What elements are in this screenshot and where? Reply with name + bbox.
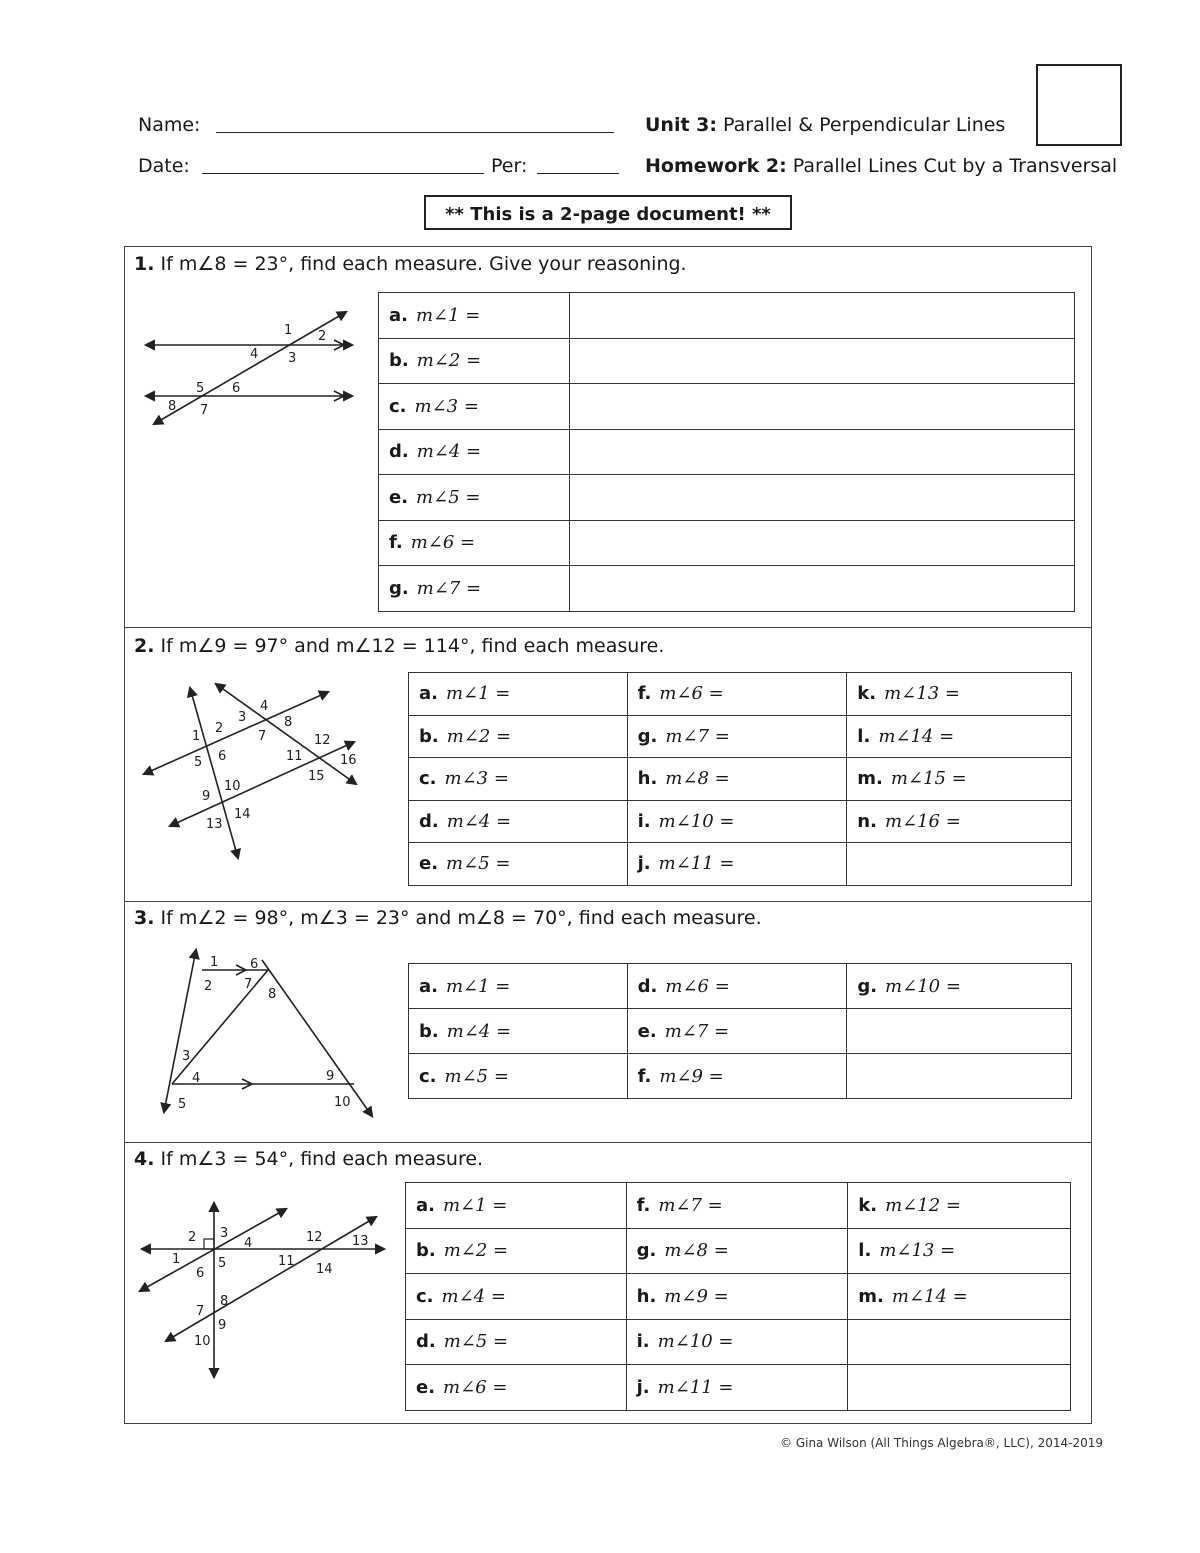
homework-label: Homework 2: xyxy=(645,155,787,177)
q3-label-5: 5 xyxy=(178,1097,187,1112)
unit-heading xyxy=(645,114,1005,136)
per-label: Per: xyxy=(491,155,528,177)
q2-label-13: 13 xyxy=(206,817,223,832)
q4-answer-cell[interactable] xyxy=(848,1365,1071,1411)
q4-label-7: 7 xyxy=(196,1304,205,1319)
item-letter: j. xyxy=(637,853,651,875)
angle-measure-label: m∠6 = xyxy=(665,975,730,997)
q2-table-row xyxy=(409,673,1072,716)
date-field[interactable] xyxy=(202,173,484,174)
item-letter: b. xyxy=(389,350,409,372)
q4-right-angle-mark xyxy=(204,1239,214,1249)
item-letter: g. xyxy=(857,975,878,997)
q1-prompt xyxy=(134,253,687,275)
angle-measure-label: m∠14 = xyxy=(891,1285,968,1307)
q3-label-6: 6 xyxy=(250,957,259,972)
q1-angle-cell[interactable] xyxy=(379,293,570,339)
q1-number: 1. xyxy=(134,253,155,275)
q2-answer-cell[interactable] xyxy=(409,715,628,758)
q4-table-row xyxy=(406,1319,1071,1365)
q4-answer-cell[interactable] xyxy=(848,1183,1071,1229)
item-letter: i. xyxy=(636,1331,650,1353)
q4-answer-cell[interactable] xyxy=(848,1319,1071,1365)
q4-label-10: 10 xyxy=(194,1334,211,1349)
homework-heading xyxy=(645,155,1117,177)
q3-diagonal xyxy=(172,970,268,1084)
q3-text: If m∠2 = 98°, m∠3 = 23° and m∠8 = 70°, find each measure. xyxy=(160,907,762,929)
q3-label-9: 9 xyxy=(326,1069,335,1084)
item-letter: m. xyxy=(857,768,883,790)
q1-reasoning-cell[interactable] xyxy=(570,429,1075,475)
q1-table-row xyxy=(379,293,1075,339)
q2-label-1: 1 xyxy=(192,729,201,744)
divider-q2 xyxy=(124,627,1092,628)
q3-figure xyxy=(150,940,390,1120)
q1-angle-cell[interactable] xyxy=(379,520,570,566)
q4-table-row xyxy=(406,1274,1071,1320)
q2-answer-cell[interactable] xyxy=(847,758,1072,801)
q4-label-14: 14 xyxy=(316,1262,333,1277)
q4-label-13: 13 xyxy=(352,1234,369,1249)
q1-label-2: 2 xyxy=(318,329,327,344)
q2-label-9: 9 xyxy=(202,789,211,804)
q2-label-10: 10 xyxy=(224,779,241,794)
item-letter: h. xyxy=(636,1285,657,1307)
q1-label-7: 7 xyxy=(200,403,209,418)
q1-reasoning-cell[interactable] xyxy=(570,384,1075,430)
unit-label: Unit 3: xyxy=(645,114,717,136)
item-letter: f. xyxy=(637,683,652,705)
q2-answer-cell[interactable] xyxy=(627,673,847,716)
q4-label-2: 2 xyxy=(188,1230,197,1245)
angle-measure-label: m∠10 = xyxy=(885,975,961,997)
angle-measure-label: m∠1 = xyxy=(445,683,511,705)
q4-label-5: 5 xyxy=(218,1256,227,1271)
item-letter: n. xyxy=(857,810,877,832)
item-letter: f. xyxy=(637,1065,652,1087)
q2-answer-cell[interactable] xyxy=(627,758,847,801)
angle-measure-label: m∠13 = xyxy=(879,1240,956,1262)
q4-answer-cell[interactable] xyxy=(626,1365,848,1411)
q3-label-8: 8 xyxy=(268,987,277,1002)
q1-label-8: 8 xyxy=(168,399,177,414)
q3-table-row xyxy=(409,964,1072,1009)
item-letter: c. xyxy=(419,768,437,790)
item-letter: a. xyxy=(419,683,438,705)
q2-label-7: 7 xyxy=(258,729,267,744)
q2-answer-cell[interactable] xyxy=(409,800,628,843)
q4-answer-cell[interactable] xyxy=(406,1274,627,1320)
angle-measure-label: m∠3 = xyxy=(444,768,509,790)
q2-label-15: 15 xyxy=(308,769,325,784)
q1-reasoning-cell[interactable] xyxy=(570,293,1075,339)
q4-label-4: 4 xyxy=(244,1236,253,1251)
q2-answer-cell[interactable] xyxy=(409,673,628,716)
q2-label-4: 4 xyxy=(260,699,269,714)
angle-measure-label: m∠7 = xyxy=(658,1194,723,1216)
q2-label-5: 5 xyxy=(194,755,203,770)
q1-angle-cell[interactable] xyxy=(379,429,570,475)
q2-label-14: 14 xyxy=(234,807,251,822)
q3-table-row xyxy=(409,1054,1072,1099)
q2-answer-cell[interactable] xyxy=(409,758,628,801)
item-letter: h. xyxy=(637,768,658,790)
angle-measure-label: m∠5 = xyxy=(443,1331,509,1353)
angle-measure-label: m∠7 = xyxy=(665,725,730,747)
item-letter: g. xyxy=(636,1240,657,1262)
item-letter: c. xyxy=(416,1285,434,1307)
name-field[interactable] xyxy=(216,132,614,133)
q1-label-6: 6 xyxy=(232,381,241,396)
period-field[interactable] xyxy=(537,173,619,174)
q1-table-row xyxy=(379,520,1075,566)
q2-prompt xyxy=(134,635,664,657)
q3-answer-cell[interactable] xyxy=(847,1009,1072,1054)
q1-table-row xyxy=(379,566,1075,612)
item-letter: b. xyxy=(416,1240,436,1262)
angle-measure-label: m∠5 = xyxy=(444,1065,509,1087)
item-letter: d. xyxy=(637,975,658,997)
q2-answer-cell[interactable] xyxy=(409,843,628,886)
item-letter: d. xyxy=(389,441,409,463)
q2-text: If m∠9 = 97° and m∠12 = 114°, find each measure. xyxy=(160,635,665,657)
q2-label-3: 3 xyxy=(238,710,247,725)
item-letter: f. xyxy=(636,1194,651,1216)
angle-measure-label: m∠5 = xyxy=(416,486,481,508)
angle-measure-label: m∠13 = xyxy=(884,683,960,705)
q4-answer-cell[interactable] xyxy=(626,1274,848,1320)
q1-label-3: 3 xyxy=(288,351,297,366)
angle-measure-label: m∠12 = xyxy=(885,1194,961,1216)
angle-measure-label: m∠10 = xyxy=(657,1331,734,1353)
angle-measure-label: m∠6 = xyxy=(443,1376,508,1398)
angle-measure-label: m∠11 = xyxy=(657,1376,734,1398)
q2-label-6: 6 xyxy=(218,749,227,764)
q2-answer-cell[interactable] xyxy=(847,843,1072,886)
q4-answer-cell[interactable] xyxy=(848,1228,1071,1274)
q4-figure xyxy=(134,1195,394,1385)
q1-reasoning-cell[interactable] xyxy=(570,475,1075,521)
q4-label-9: 9 xyxy=(218,1318,227,1333)
q2-label-8: 8 xyxy=(284,715,293,730)
name-label: Name: xyxy=(138,114,201,136)
angle-measure-label: m∠8 = xyxy=(664,1240,729,1262)
q4-table-row xyxy=(406,1228,1071,1274)
item-letter: d. xyxy=(416,1331,436,1353)
q2-label-11: 11 xyxy=(286,749,303,764)
q2-answer-cell[interactable] xyxy=(847,673,1072,716)
item-letter: e. xyxy=(637,1020,657,1042)
q1-angle-cell[interactable] xyxy=(379,475,570,521)
q4-label-8: 8 xyxy=(220,1294,229,1309)
q1-label-1: 1 xyxy=(284,323,293,338)
item-letter: l. xyxy=(857,725,871,747)
item-letter: a. xyxy=(389,304,408,326)
q2-answer-cell[interactable] xyxy=(847,715,1072,758)
angle-measure-label: m∠7 = xyxy=(416,577,482,599)
angle-measure-label: m∠8 = xyxy=(665,768,730,790)
q3-answer-cell[interactable] xyxy=(627,964,847,1009)
item-letter: l. xyxy=(858,1240,872,1262)
q4-answer-cell[interactable] xyxy=(406,1365,627,1411)
divider-q4 xyxy=(124,1142,1092,1143)
q2-table-row xyxy=(409,758,1072,801)
q4-table-row xyxy=(406,1365,1071,1411)
q3-number: 3. xyxy=(134,907,155,929)
q4-prompt xyxy=(134,1148,483,1170)
q3-label-2: 2 xyxy=(204,979,213,994)
item-letter: e. xyxy=(419,853,439,875)
q1-table-row xyxy=(379,429,1075,475)
angle-measure-label: m∠6 = xyxy=(410,532,476,554)
q3-label-7: 7 xyxy=(244,977,253,992)
homework-title: Parallel Lines Cut by a Transversal xyxy=(792,155,1118,177)
item-letter: k. xyxy=(857,683,877,705)
q1-answer-table xyxy=(378,292,1075,612)
q1-reasoning-cell[interactable] xyxy=(570,338,1075,384)
q4-answer-cell[interactable] xyxy=(406,1228,627,1274)
two-page-notice: ** This is a 2-page document! ** xyxy=(424,195,792,230)
q1-table-row xyxy=(379,475,1075,521)
q2-answer-cell[interactable] xyxy=(847,800,1072,843)
q4-answer-cell[interactable] xyxy=(626,1319,848,1365)
score-box[interactable] xyxy=(1036,64,1122,146)
q4-label-3: 3 xyxy=(220,1226,229,1241)
q2-answer-cell[interactable] xyxy=(627,715,847,758)
q1-label-4: 4 xyxy=(250,347,259,362)
q2-answer-cell[interactable] xyxy=(627,800,847,843)
item-letter: b. xyxy=(419,1020,439,1042)
q4-text: If m∠3 = 54°, find each measure. xyxy=(160,1148,484,1170)
item-letter: m. xyxy=(858,1285,884,1307)
q1-table-row xyxy=(379,338,1075,384)
angle-measure-label: m∠11 = xyxy=(658,853,735,875)
angle-measure-label: m∠10 = xyxy=(658,810,735,832)
angle-measure-label: m∠9 = xyxy=(664,1285,729,1307)
q1-reasoning-cell[interactable] xyxy=(570,566,1075,612)
q4-answer-table xyxy=(405,1182,1071,1411)
divider-q3 xyxy=(124,901,1092,902)
angle-measure-label: m∠1 = xyxy=(415,304,481,326)
q4-parallel-line-a xyxy=(140,1209,286,1291)
date-label: Date: xyxy=(138,155,190,177)
angle-measure-label: m∠1 = xyxy=(442,1194,508,1216)
q4-answer-cell[interactable] xyxy=(626,1183,848,1229)
q1-table-row xyxy=(379,384,1075,430)
q3-label-1: 1 xyxy=(210,955,219,970)
q2-line-a xyxy=(190,688,238,858)
angle-measure-label: m∠16 = xyxy=(884,810,961,832)
item-letter: g. xyxy=(637,725,658,747)
angle-measure-label: m∠5 = xyxy=(446,853,511,875)
q2-table-row xyxy=(409,800,1072,843)
angle-measure-label: m∠1 = xyxy=(445,975,511,997)
q1-figure xyxy=(138,300,368,440)
q4-answer-cell[interactable] xyxy=(848,1274,1071,1320)
unit-title: Parallel & Perpendicular Lines xyxy=(723,114,1006,136)
q3-left-side xyxy=(164,950,196,1112)
q3-answer-cell[interactable] xyxy=(847,964,1072,1009)
q3-table-row xyxy=(409,1009,1072,1054)
angle-measure-label: m∠4 = xyxy=(446,810,512,832)
q4-label-6: 6 xyxy=(196,1266,205,1281)
q4-label-12: 12 xyxy=(306,1230,323,1245)
q1-angle-cell[interactable] xyxy=(379,338,570,384)
item-letter: c. xyxy=(389,395,407,417)
q3-label-3: 3 xyxy=(182,1049,191,1064)
q2-table-row xyxy=(409,715,1072,758)
item-letter: e. xyxy=(389,486,409,508)
item-letter: d. xyxy=(419,810,439,832)
q3-label-4: 4 xyxy=(192,1071,201,1086)
angle-measure-label: m∠3 = xyxy=(414,395,479,417)
q2-label-12: 12 xyxy=(314,733,331,748)
q2-number: 2. xyxy=(134,635,155,657)
q2-answer-cell[interactable] xyxy=(627,843,847,886)
item-letter: b. xyxy=(419,725,439,747)
q2-label-2: 2 xyxy=(215,721,224,736)
angle-measure-label: m∠14 = xyxy=(878,725,955,747)
q1-angle-cell[interactable] xyxy=(379,566,570,612)
q1-text: If m∠8 = 23°, find each measure. Give your reasoning. xyxy=(160,253,687,275)
q1-reasoning-cell[interactable] xyxy=(570,520,1075,566)
angle-measure-label: m∠2 = xyxy=(446,725,512,747)
item-letter: f. xyxy=(389,532,403,554)
q4-answer-cell[interactable] xyxy=(626,1228,848,1274)
q3-answer-table xyxy=(408,963,1072,1099)
q3-answer-cell[interactable] xyxy=(847,1054,1072,1099)
q4-answer-cell[interactable] xyxy=(406,1319,627,1365)
angle-measure-label: m∠4 = xyxy=(441,1285,506,1307)
angle-measure-label: m∠6 = xyxy=(659,683,724,705)
angle-measure-label: m∠4 = xyxy=(416,441,482,463)
q3-answer-cell[interactable] xyxy=(409,964,628,1009)
q4-label-11: 11 xyxy=(278,1254,295,1269)
angle-measure-label: m∠9 = xyxy=(659,1065,724,1087)
q3-answer-cell[interactable] xyxy=(627,1009,847,1054)
q4-table-row xyxy=(406,1183,1071,1229)
copyright-footer: © Gina Wilson (All Things Algebra®, LLC), 2014-2019 xyxy=(780,1436,1103,1450)
item-letter: c. xyxy=(419,1065,437,1087)
q3-prompt xyxy=(134,907,762,929)
angle-measure-label: m∠2 = xyxy=(443,1240,509,1262)
q2-table-row xyxy=(409,843,1072,886)
item-letter: j. xyxy=(636,1376,650,1398)
item-letter: a. xyxy=(416,1194,435,1216)
q1-angle-cell[interactable] xyxy=(379,384,570,430)
q2-label-16: 16 xyxy=(340,753,357,768)
q4-number: 4. xyxy=(134,1148,155,1170)
item-letter: i. xyxy=(637,810,651,832)
item-letter: g. xyxy=(389,577,409,599)
q2-figure xyxy=(138,680,368,865)
q3-answer-cell[interactable] xyxy=(409,1009,628,1054)
q4-answer-cell[interactable] xyxy=(406,1183,627,1229)
item-letter: k. xyxy=(858,1194,878,1216)
angle-measure-label: m∠15 = xyxy=(890,768,967,790)
q4-label-1: 1 xyxy=(172,1252,181,1267)
angle-measure-label: m∠4 = xyxy=(446,1020,512,1042)
q2-answer-table xyxy=(408,672,1072,886)
item-letter: a. xyxy=(419,975,438,997)
q1-label-5: 5 xyxy=(196,381,205,396)
q3-right-side xyxy=(262,960,372,1116)
item-letter: e. xyxy=(416,1376,436,1398)
q3-label-10: 10 xyxy=(334,1095,351,1110)
q3-answer-cell[interactable] xyxy=(627,1054,847,1099)
q2-line-b xyxy=(216,684,356,784)
angle-measure-label: m∠2 = xyxy=(416,350,482,372)
angle-measure-label: m∠7 = xyxy=(664,1020,730,1042)
q3-answer-cell[interactable] xyxy=(409,1054,628,1099)
